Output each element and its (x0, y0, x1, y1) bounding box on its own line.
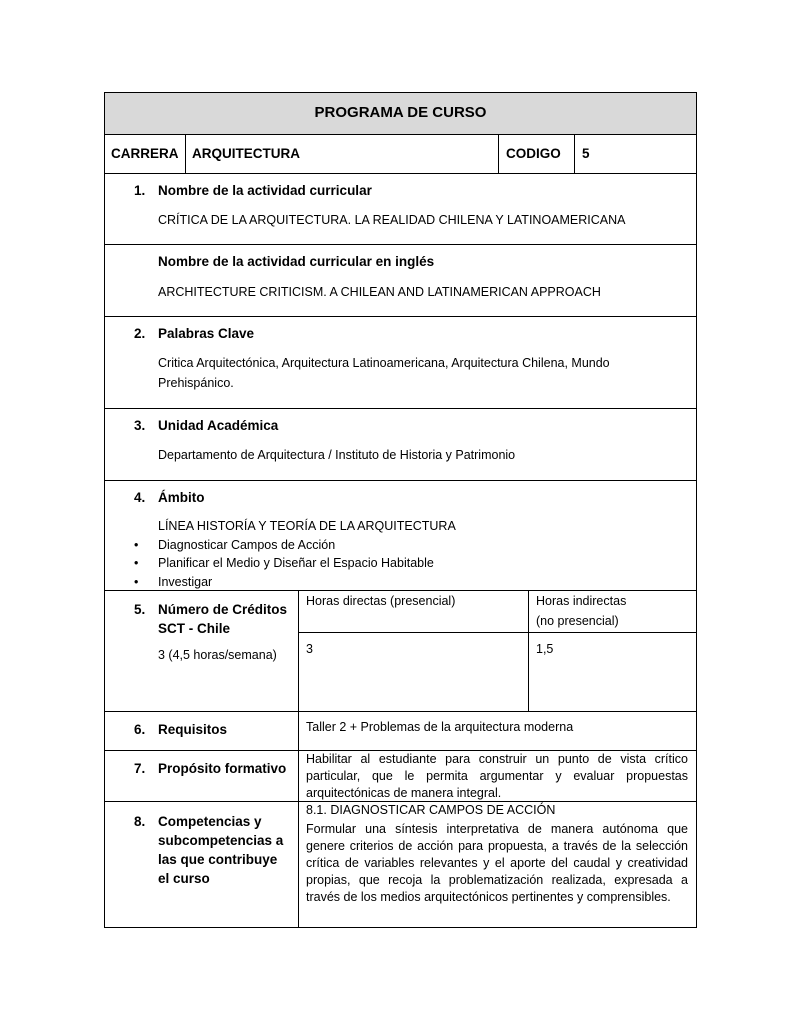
course-name-english: ARCHITECTURE CRITICISM. A CHILEAN AND LATINAMERICAN APPROACH (158, 285, 601, 299)
section-number: 2. (134, 326, 146, 341)
section-heading: Propósito formativo (158, 761, 287, 776)
section-heading: Competencias y (158, 814, 262, 829)
section-number: 6. (134, 722, 146, 737)
indirect-hours-label: Horas indirectas (536, 594, 627, 608)
direct-hours-value: 3 (306, 642, 313, 656)
section-number: 7. (134, 761, 146, 776)
section-number: 8. (134, 814, 146, 829)
codigo-value: 5 (582, 146, 590, 161)
indirect-hours-value: 1,5 (536, 642, 554, 656)
section-number: 1. (134, 183, 146, 198)
competency-subtitle: 8.1. DIAGNOSTICAR CAMPOS DE ACCIÓN (306, 803, 556, 817)
scope-bullet: • Planificar el Medio y Diseñar el Espacio Habitable (158, 556, 434, 570)
keywords-line: Critica Arquitectónica, Arquitectura Latinoamericana, Arquitectura Chilena, Mundo (158, 356, 610, 370)
section-number: 3. (134, 418, 146, 433)
direct-hours-label: Horas directas (presencial) (306, 594, 456, 608)
course-name: CRÍTICA DE LA ARQUITECTURA. LA REALIDAD CHILENA Y LATINOAMERICANA (158, 213, 626, 227)
carrera-label: CARRERA (111, 146, 179, 161)
competency-text: Formular una síntesis interpretativa de manera autónoma que genere criterios de acción para propuesta, a través de la selección crítica de variables relevantes y el aporte del caudal y creatividad propias, que recoja la problematización realizada, expresada a través de los medios arquitectónicos pertinentes y comprensibles. (306, 822, 688, 904)
section-number: 5. (134, 602, 146, 617)
section-heading: las que contribuye (158, 852, 278, 867)
scope-line: LÍNEA HISTORÍA Y TEORÍA DE LA ARQUITECTURA (158, 519, 456, 533)
codigo-label: CODIGO (506, 146, 561, 161)
purpose-text: Habilitar al estudiante para construir un punto de vista crítico particular, que le permita argumentar y evaluar propuestas arquitectónicas de manera integral. (306, 752, 688, 800)
section-heading: subcompetencias a (158, 833, 284, 848)
indirect-hours-label: (no presencial) (536, 614, 619, 628)
credits-value: 3 (4,5 horas/semana) (158, 648, 277, 662)
section-heading: Número de Créditos (158, 602, 288, 617)
section-heading: Nombre de la actividad curricular en inglés (158, 254, 435, 269)
keywords-line: Prehispánico. (158, 376, 234, 390)
section-number: 4. (134, 490, 146, 505)
requirements-value: Taller 2 + Problemas de la arquitectura moderna (306, 720, 574, 734)
scope-bullet: • Diagnosticar Campos de Acción (158, 538, 335, 552)
section-heading: Palabras Clave (158, 326, 255, 341)
carrera-value: ARQUITECTURA (192, 146, 300, 161)
section-heading: SCT - Chile (158, 621, 231, 636)
section-heading: Nombre de la actividad curricular (158, 183, 372, 198)
scope-bullet: • Investigar (158, 575, 212, 589)
section-heading: Requisitos (158, 722, 228, 737)
page-title: PROGRAMA DE CURSO (314, 104, 487, 121)
section-heading: Unidad Académica (158, 418, 279, 433)
section-heading: el curso (158, 871, 210, 886)
academic-unit: Departamento de Arquitectura / Instituto de Historia y Patrimonio (158, 448, 516, 462)
section-heading: Ámbito (158, 490, 205, 505)
